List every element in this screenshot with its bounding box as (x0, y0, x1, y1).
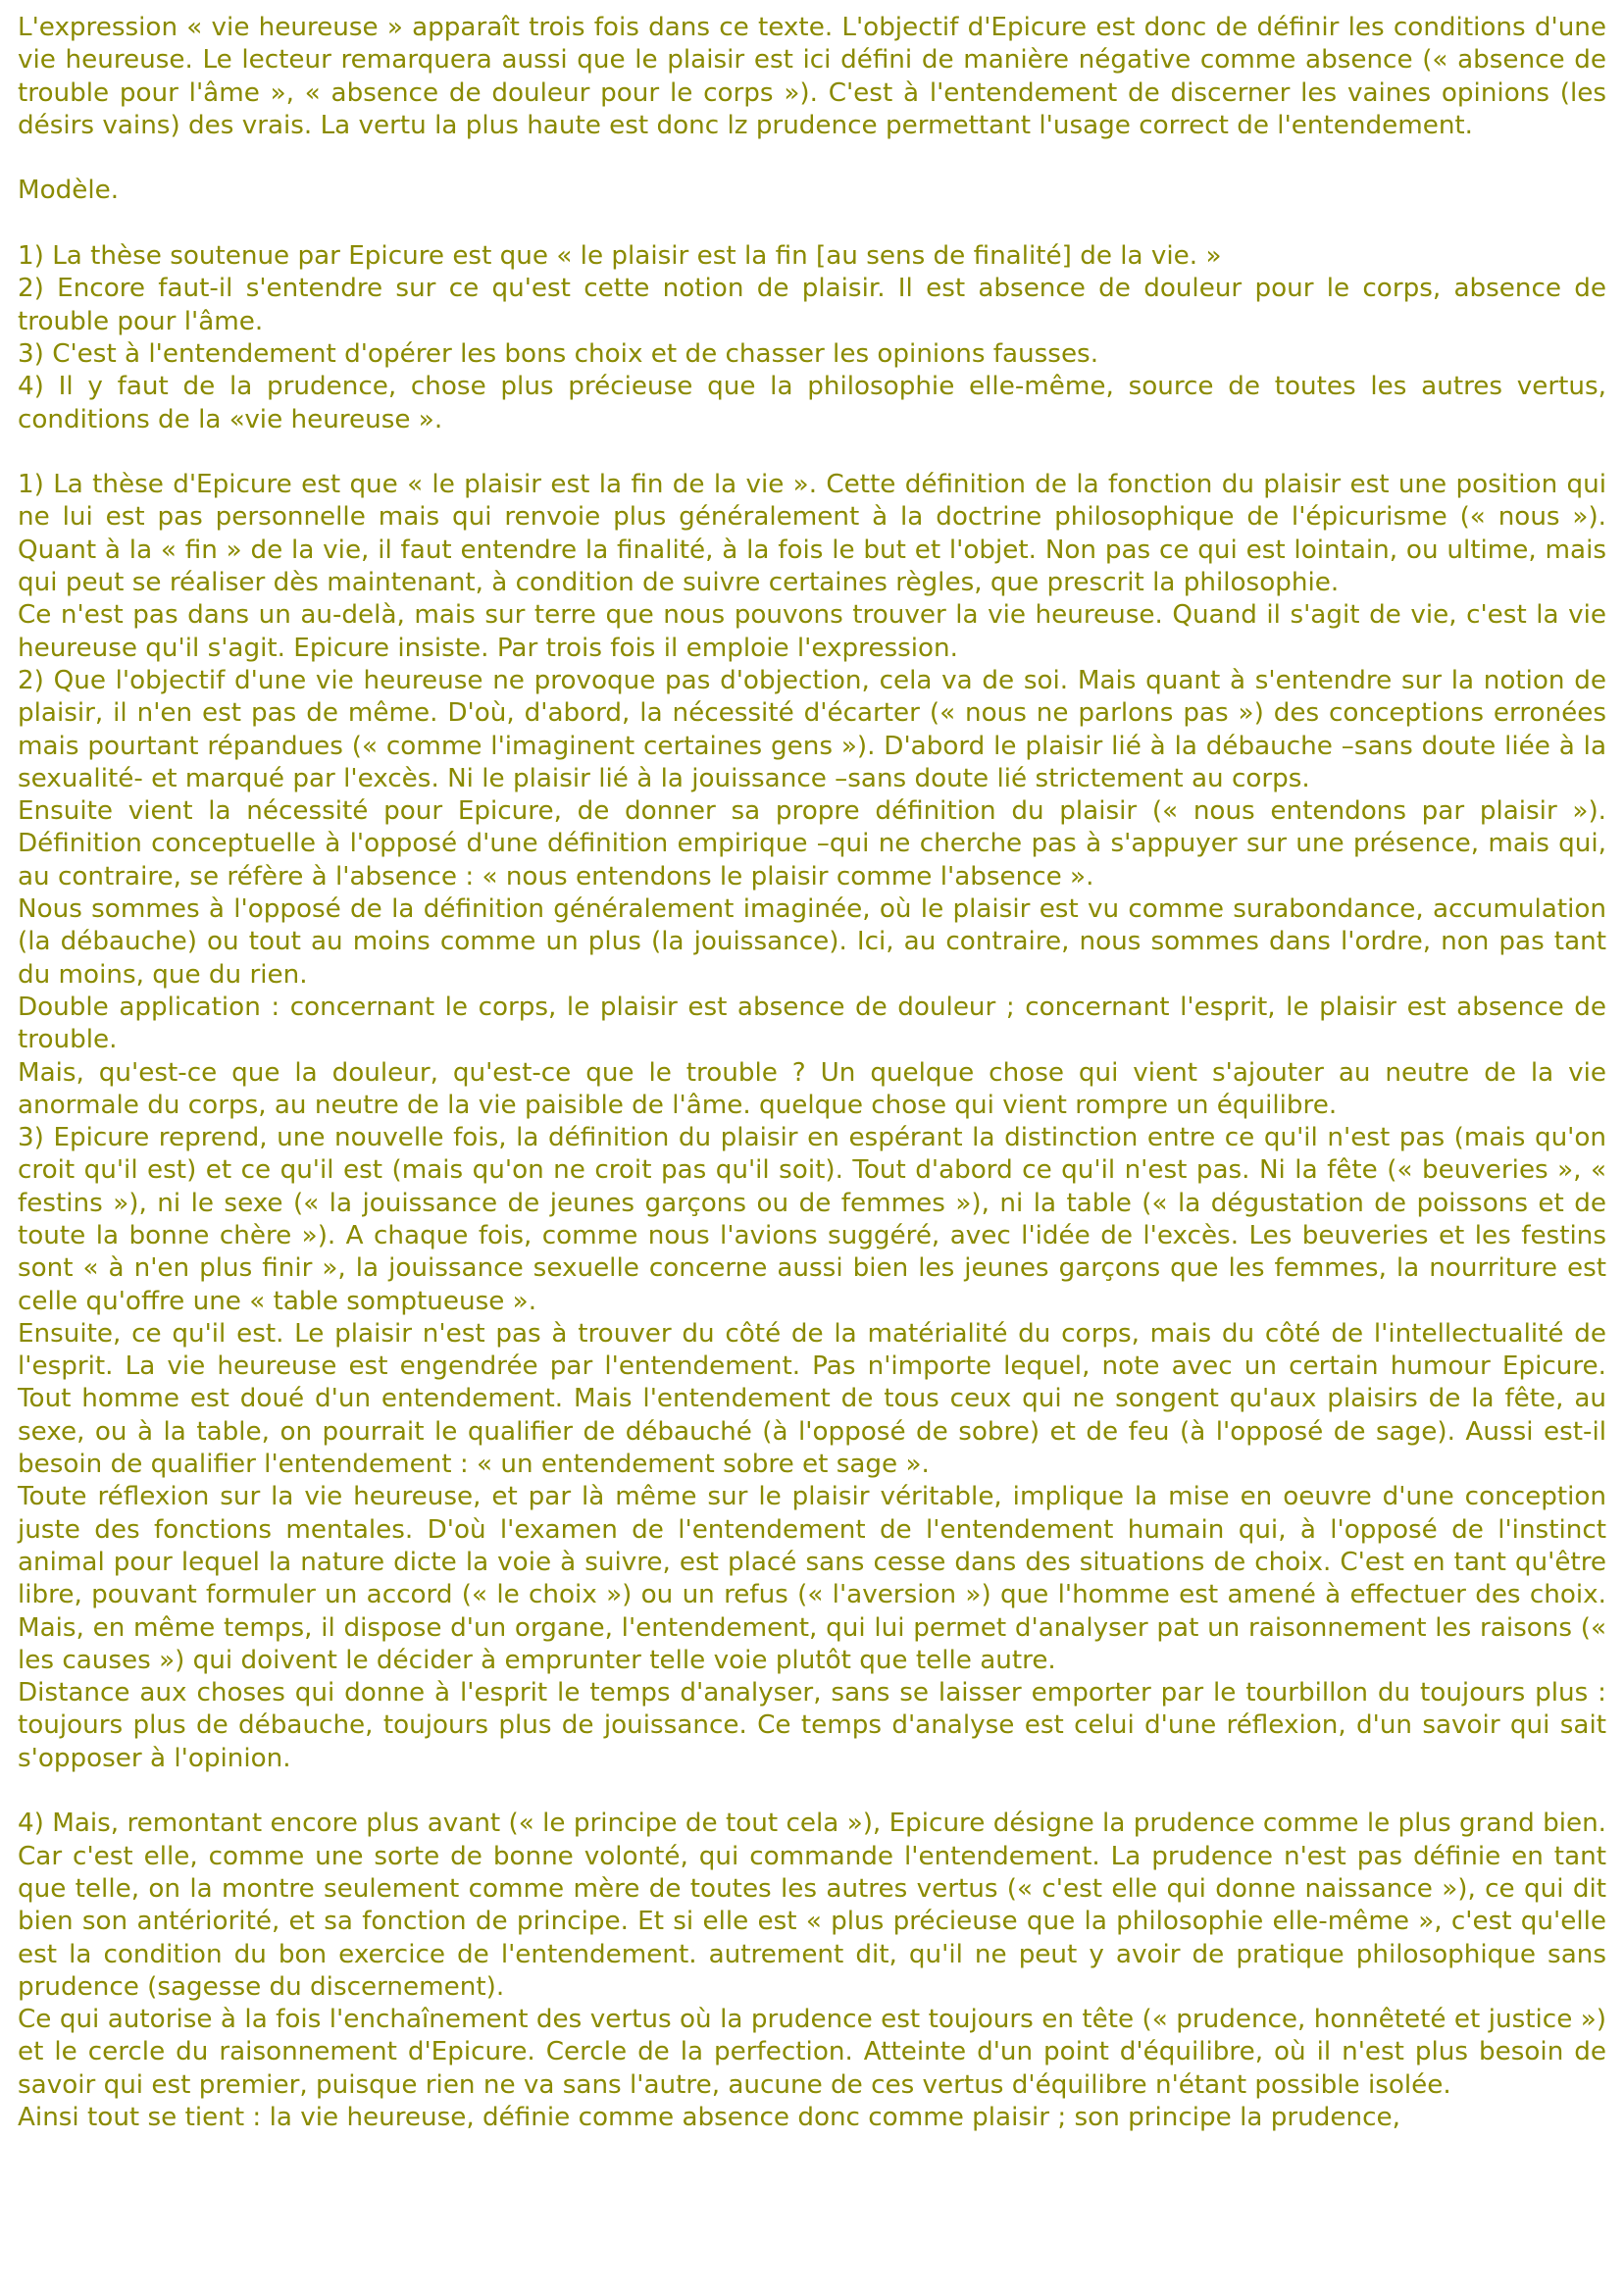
paragraph: 1) La thèse d'Epicure est que « le plaisir est la fin de la vie ». Cette définition de la fonction du plaisir est une position qui ne lui est pas personnelle mais qui renvoie plus généralement à la doctrine philosophique de l'épicurisme (« nous »). Quant à la « fin » de la vie, il faut entendre la finalité, à la fois le but et l'objet. Non pas ce qui est lointain, ou ultime, mais qui peut se réaliser dès maintenant, à condition de suivre certaines règles, que prescrit la philosophie. (18, 470, 1606, 598)
outline-item: 4) Il y faut de la prudence, chose plus précieuse que la philosophie elle-même, source de toutes les autres vertus, conditions de la «vie heureuse ». (18, 372, 1606, 434)
document-body (18, 12, 1606, 2134)
paragraph: Distance aux choses qui donne à l'esprit le temps d'analyser, sans se laisser emporter par le tourbillon du toujours plus : toujours plus de débauche, toujours plus de jouissance. Ce temps d'analyse est celui d'une réflexion, d'un savoir qui sait s'opposer à l'opinion. (18, 1678, 1606, 1773)
paragraph: Ainsi tout se tient : la vie heureuse, définie comme absence donc comme plaisir ; son principe la prudence, (18, 2103, 1400, 2132)
paragraph: Double application : concernant le corps, le plaisir est absence de douleur ; concernant l'esprit, le plaisir est absence de trouble. (18, 992, 1606, 1055)
blank-line (18, 1775, 1606, 1808)
paragraph: Nous sommes à l'opposé de la définition généralement imaginée, où le plaisir est vu comme surabondance, accumulation (la débauche) ou tout au moins comme un plus (la jouissance). Ici, au contraire, nous sommes dans l'ordre, non pas tant du moins, que du rien. (18, 894, 1606, 990)
paragraph: Toute réflexion sur la vie heureuse, et par là même sur le plaisir véritable, implique la mise en oeuvre d'une conception juste des fonctions mentales. D'où l'examen de l'entendement de l'entendement humain qui, à l'opposé de l'instinct animal pour lequel la nature dicte la voie à suivre, est placé sans cesse dans des situations de choix. C'est en tant qu'être libre, pouvant formuler un accord (« le choix ») ou un refus (« l'aversion ») que l'homme est amené à effectuer des choix. Mais, en même temps, il dispose d'un organe, l'entendement, qui lui permet d'analyser pat un raisonnement les raisons (« les causes ») qui doivent le décider à emprunter telle voie plutôt que telle autre. (18, 1482, 1606, 1675)
outline-item: 2) Encore faut-il s'entendre sur ce qu'est cette notion de plaisir. Il est absence de douleur pour le corps, absence de trouble pour l'âme. (18, 274, 1606, 336)
blank-line (18, 208, 1606, 240)
paragraph: Ce n'est pas dans un au-delà, mais sur terre que nous pouvons trouver la vie heureuse. Quand il s'agit de vie, c'est la vie heureuse qu'il s'agit. Epicure insiste. Par trois fois il emploie l'expression. (18, 600, 1606, 663)
paragraph: 2) Que l'objectif d'une vie heureuse ne provoque pas d'objection, cela va de soi. Mais quant à s'entendre sur la notion de plaisir, il n'en est pas de même. D'où, d'abord, la nécessité d'écarter (« nous ne parlons pas ») des conceptions erronées mais pourtant répandues (« comme l'imaginent certaines gens »). D'abord le plaisir lié à la débauche –sans doute liée à la sexualité- et marqué par l'excès. Ni le plaisir lié à la jouissance –sans doute lié strictement au corps. (18, 665, 1606, 793)
outline-item: 1) La thèse soutenue par Epicure est que « le plaisir est la fin [au sens de finalité] de la vie. » (18, 241, 1222, 272)
outline-item: 3) C'est à l'entendement d'opérer les bons choix et de chasser les opinions fausses. (18, 338, 1099, 369)
blank-line (18, 436, 1606, 469)
blank-line (18, 142, 1606, 175)
paragraph: 4) Mais, remontant encore plus avant (« le principe de tout cela »), Epicure désigne la prudence comme le plus grand bien. Car c'est elle, comme une sorte de bonne volonté, qui commande l'entendement. La prudence n'est pas définie en tant que telle, on la montre seulement comme mère de toutes les autres vertus (« c'est elle qui donne naissance »), ce qui dit bien son antériorité, et sa fonction de principe. Et si elle est « plus précieuse que la philosophie elle-même », c'est qu'elle est la condition du bon exercice de l'entendement. autrement dit, qu'il ne peut y avoir de pratique philosophique sans prudence (sagesse du discernement). (18, 1809, 1606, 2002)
paragraph: Ce qui autorise à la fois l'enchaînement des vertus où la prudence est toujours en tête (« prudence, honnêteté et justice ») et le cercle du raisonnement d'Epicure. Cercle de la perfection. Atteinte d'un point d'équilibre, où il n'est plus besoin de savoir qui est premier, puisque rien ne va sans l'autre, aucune de ces vertus d'équilibre n'étant possible isolée. (18, 2005, 1606, 2100)
paragraph: L'expression « vie heureuse » apparaît trois fois dans ce texte. L'objectif d'Epicure est donc de définir les conditions d'une vie heureuse. Le lecteur remarquera aussi que le plaisir est ici défini de manière négative comme absence (« absence de trouble pour l'âme », « absence de douleur pour le corps »). C'est à l'entendement de discerner les vaines opinions (les désirs vains) des vrais. La vertu la plus haute est donc lz prudence permettant l'usage correct de l'entendement. (18, 13, 1606, 140)
paragraph: Ensuite, ce qu'il est. Le plaisir n'est pas à trouver du côté de la matérialité du corps, mais du côté de l'intellectualité de l'esprit. La vie heureuse est engendrée par l'entendement. Pas n'importe lequel, note avec un certain humour Epicure. Tout homme est doué d'un entendement. Mais l'entendement de tous ceux qui ne songent qu'aux plaisirs de la fête, au sexe, ou à la table, on pourrait le qualifier de débauché (à l'opposé de sobre) et de feu (à l'opposé de sage). Aussi est-il besoin de qualifier l'entendement : « un entendement sobre et sage ». (18, 1318, 1606, 1480)
section-heading: Modèle. (18, 176, 120, 206)
paragraph: 3) Epicure reprend, une nouvelle fois, la définition du plaisir en espérant la distinction entre ce qu'il n'est pas (mais qu'on croit qu'il est) et ce qu'il est (mais qu'on ne croit pas qu'il soit). Tout d'abord ce qu'il n'est pas. Ni la fête (« beuveries », « festins »), ni le sexe (« la jouissance de jeunes garçons ou de femmes »), ni la table (« la dégustation de poissons et de toute la bonne chère »). A chaque fois, comme nous l'avions suggéré, avec l'idée de l'excès. Les beuveries et les festins sont « à n'en plus finir », la jouissance sexuelle concerne aussi bien les jeunes garçons que les femmes, la nourriture est celle qu'offre une « table somptueuse ». (18, 1123, 1606, 1316)
paragraph: Mais, qu'est-ce que la douleur, qu'est-ce que le trouble ? Un quelque chose qui vient s'ajouter au neutre de la vie anormale du corps, au neutre de la vie paisible de l'âme. quelque chose qui vient rompre un équilibre. (18, 1057, 1606, 1120)
paragraph: Ensuite vient la nécessité pour Epicure, de donner sa propre définition du plaisir (« nous entendons par plaisir »). Définition conceptuelle à l'opposé d'une définition empirique –qui ne cherche pas à s'appuyer sur une présence, mais qui, au contraire, se réfère à l'absence : « nous entendons le plaisir comme l'absence ». (18, 796, 1606, 892)
